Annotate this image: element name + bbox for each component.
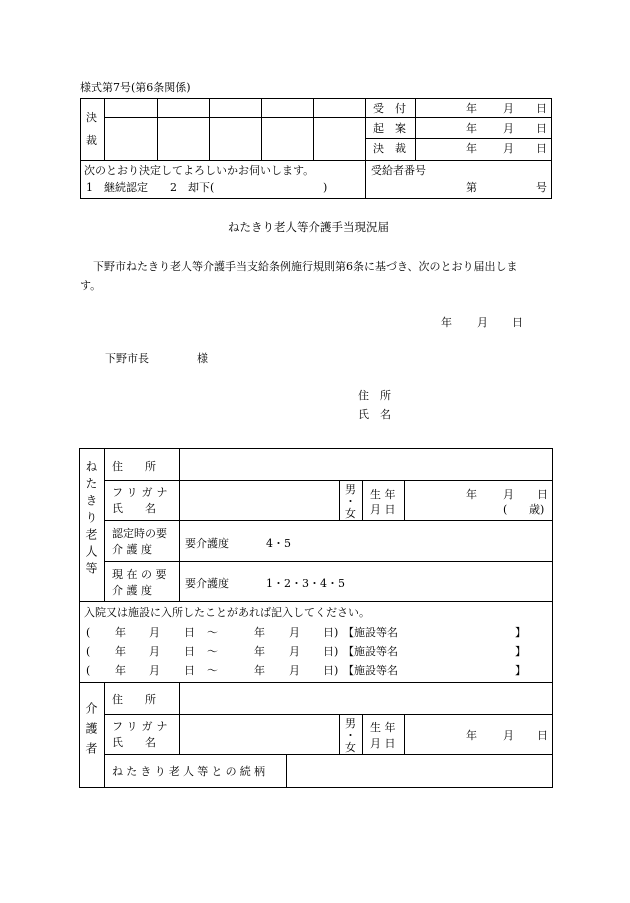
document-title: ねたきり老人等介護手当現況届 [228, 220, 389, 234]
elderly-gender-dot: ・ [345, 495, 356, 508]
now-levels: 1・2・3・4・5 [266, 577, 345, 590]
caregiver-gender-male: 男 [345, 717, 356, 730]
approval-side-label-1: 決 [86, 111, 97, 124]
applicant-name-label: 氏 名 [358, 408, 391, 421]
facility-instruction: 入院又は施設に入所したことがあれば記入してください。 [84, 606, 370, 619]
date-day: 日 [512, 316, 523, 329]
addressee-sama: 様 [197, 352, 208, 365]
elderly-birth-label: 生 年 [370, 488, 396, 501]
elderly-gender-female: 女 [345, 507, 356, 520]
elderly-gender-male: 男 [345, 483, 356, 496]
elderly-furigana-label: フリガナ [112, 486, 172, 499]
caregiver-side-label: 介護者 [84, 702, 98, 762]
now-value: 要介護度 [185, 577, 229, 590]
body-text-cont: す。 [80, 279, 102, 292]
cert-value: 要介護度 [185, 537, 229, 550]
elderly-name-label: 氏 名 [112, 502, 156, 515]
approval-row-label: 起 案 [373, 122, 406, 135]
decision-options: 1 継続認定 2 却下( [86, 181, 215, 194]
decision-text: 次のとおり決定してよろしいかお伺いします。 [84, 164, 315, 177]
decision-close: ) [323, 181, 328, 194]
recipient-go: 号 [536, 181, 547, 194]
body-text: 下野市ねたきり老人等介護手当支給条例施行規則第6条に基づき、次のとおり届出しま [93, 260, 518, 273]
approval-side-label-2: 裁 [86, 134, 97, 147]
elderly-age-open: ( [503, 503, 508, 516]
applicant-address-label: 住 所 [358, 389, 391, 402]
elderly-side-label: ねたきり老人等 [84, 460, 98, 579]
relation-label: ねたきり老人等との続柄 [112, 765, 269, 778]
addressee: 下野市長 [105, 352, 149, 365]
elderly-address-label: 住 所 [112, 460, 156, 473]
caregiver-furigana-label: フリガナ [112, 720, 172, 733]
elderly-age-close: 歳) [529, 503, 545, 516]
cert-levels: 4・5 [266, 537, 291, 550]
approval-row-label: 受 付 [373, 102, 406, 115]
date-month: 月 [477, 316, 488, 329]
recipient-no: 第 [466, 181, 477, 194]
recipient-label: 受給者番号 [371, 164, 426, 177]
caregiver-birth-label: 生 年 [370, 721, 396, 734]
caregiver-address-label: 住 所 [112, 693, 156, 706]
now-label: 現 在 の 要 [112, 568, 167, 581]
date-year: 年 [441, 316, 452, 329]
approval-row-label: 決 裁 [373, 142, 406, 155]
caregiver-gender-female: 女 [345, 741, 356, 754]
cert-label: 認定時の要 [112, 527, 167, 540]
caregiver-gender-dot: ・ [345, 729, 356, 742]
form-number: 様式第7号(第6条関係) [80, 81, 191, 94]
caregiver-name-label: 氏 名 [112, 736, 156, 749]
